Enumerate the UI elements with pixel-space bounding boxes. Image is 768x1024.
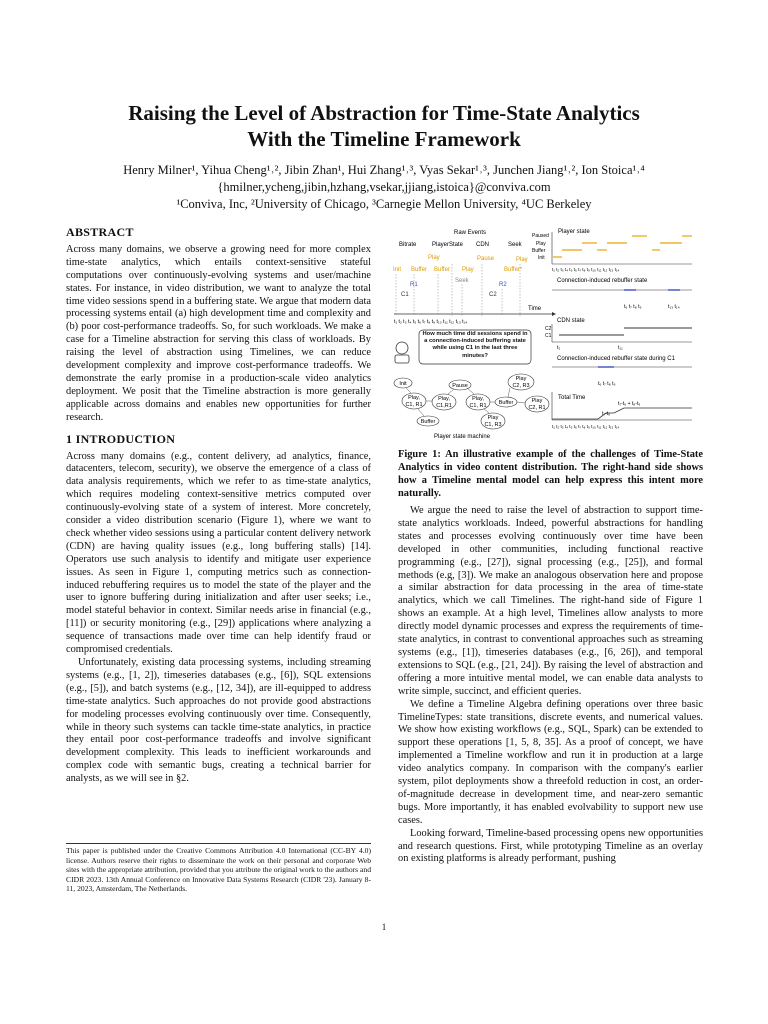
total-time-label: Total Time [558, 395, 586, 401]
time-label: Time [528, 306, 542, 312]
right-column [398, 505, 703, 866]
right-paragraph-1: We argue the need to raise the level of abstraction to support time-state analytics workloads. Indeed, powerful abstractions for handling states and processes evolving continuously over time have been developed in other communities, including functional reactive programming (e.g., [27]), signal processing (e.g., [25]), and formal methods (e.g, [3]). We make an analogous observation here and propose a similar abstraction for data processing in the area of time-state analytics, which we call Timelines. The right-hand side of Figure 1 shows an example. At a high level, Timelines allow analysts to more directly model dynamic processes and express the requirements of time-state analytics, in contrast to conventional approaches such as streaming systems (e.g., [1]), timeseries databases (e.g., [6, 26]), and temporal extensions to SQL (e.g., [21, 24]). By raising the level of abstraction and offering a more intuitive mental model, we can enable data analysts to write simple, succinct, and efficient queries. [398, 505, 703, 697]
sm-play-c2r3-b: C2, R3 [512, 383, 530, 389]
paper-title [0, 100, 768, 152]
total-ticks: t₁ t₂ t₃ t₄ t₅ t₆ t₇ t₈ t₉ t₁₀ t₁₁ t₁₂ t₁₃ t₁₄ [552, 424, 620, 429]
figure-1 [392, 224, 708, 446]
conn-rebuffer-ticks-a: t₆ t₇ t₈ t₉ [624, 304, 642, 310]
svg-text:Play,: Play, [438, 396, 450, 402]
author-emails: {hmilner,ycheng,jibin,hzhang,vsekar,jjiang,istoica}@conviva.com [217, 180, 551, 194]
sm-buffer-1: Buffer [498, 400, 514, 406]
svg-text:Play,: Play, [408, 395, 420, 401]
intro-heading: 1 INTRODUCTION [66, 431, 176, 446]
question-text: How much time did sessions spend in a connection-induced buffering state while using C1 in the last three minutes? [422, 331, 528, 359]
conn-rebuffer-c1-label: Connection-induced rebuffer state during C1 [557, 356, 675, 362]
player-state-machine-label: Player state machine [434, 434, 491, 440]
c1-ticks: t₆ t₇ t₈ t₉ [598, 381, 616, 387]
bitrate-label: Bitrate [399, 242, 417, 248]
buffer-label-2: Buffer [434, 267, 450, 273]
author-affiliations: ¹Conviva, Inc, ²University of Chicago, ³Carnegie Mellon University, ⁴UC Berkeley [176, 197, 592, 211]
license-footnote: This paper is published under the Creative Commons Attribution 4.0 International (CC-BY 4.0) license. Authors reserve their rights to disseminate the work on their personal and corporate Web sites with the appropriate attribution, provided that you attribute the original work to the authors and CIDR 2023. 13th Annual Conference on Innovative Data Systems Research (CIDR '23). January 8-11, 2023, Amsterdam, The Netherlands. [66, 843, 371, 894]
figure-1-caption: Figure 1: An illustrative example of the challenges of Time-State Analytics in video content distribution. The right-hand side shows how a Timeline mental model can help express this intent more naturally. [398, 449, 703, 499]
question-text-holder [421, 331, 529, 364]
playerstate-label: PlayerState [432, 242, 464, 248]
raw-events-label: Raw Events [454, 230, 487, 236]
paused-label: Paused [532, 233, 549, 239]
abstract-heading: ABSTRACT [66, 225, 134, 239]
ps-label: Player state [558, 229, 590, 235]
play-label-3: Play [462, 267, 474, 273]
r2-label: R2 [499, 282, 507, 288]
sm-pause: Pause [452, 383, 468, 389]
init-label: Init [393, 267, 402, 273]
play-axis-label: Play [536, 241, 546, 247]
player-state-timeline [553, 236, 692, 257]
svg-text:C1, R1: C1, R1 [469, 403, 487, 409]
svg-text:C1, R1: C1, R1 [405, 402, 423, 408]
right-paragraph-3: Looking forward, Timeline-based processing opens new opportunities and research questions. First, while prototyping Timeline as an overlay on existing platforms is already performant, pushing [398, 827, 703, 865]
init-axis-label: Init [538, 255, 545, 261]
analyst-icon [395, 342, 409, 363]
time-arrow [552, 312, 556, 316]
cdn-tick-t2: t₂ [557, 345, 561, 351]
c1-axis-label: C1 [545, 333, 552, 339]
author-block [0, 162, 768, 213]
sm-play-c2r3-a: Play [515, 376, 527, 382]
left-column [66, 226, 371, 786]
intro-paragraph-2: Unfortunately, existing data processing systems, including streaming systems (e.g., [1, 2]), timeseries databases (e.g., [6]), SQL extensions (e.g., [5]), and batch systems (e.g., [12, 34]), are ill-equipped to address time-state analytics. Such approaches do not provide good abstractions for modeling processes evolving continuously over time. Consequently, while in theory such systems can tackle time-state analytics, in practice they entail poor cost-performance tradeoffs and involve significant development complexity. This leads to inefficient workarounds and complex code with semantic bugs, creating a technical barrier for analysts, as we will see in §2. [66, 657, 371, 785]
buffer-label-1: Buffer [411, 267, 427, 273]
seek-label: Seek [508, 242, 522, 248]
right-paragraph-2: We define a Timeline Algebra defining operations over three basic TimelineTypes: state transitions, discrete events, and numerical values. We show how existing workflows (e.g., SQL, Spark) can be extended to support these operations [1, 5, 8, 35]. As a proof of concept, we have implemented a Timeline workflow and run it in production at a large video analytics company. In comparison with the company's earlier system, pilot deployments show a threefold reduction in cost, an order-of-magnitude decrease in development time, and near-zero semantic bugs. More importantly, it has enabled evolvability to support new use cases. [398, 698, 703, 826]
r1-label: R1 [410, 282, 418, 288]
c2-axis-label: C2 [545, 326, 552, 332]
c2-label: C2 [489, 292, 497, 298]
play-label-1: Play [428, 255, 440, 261]
title-line-1: Raising the Level of Abstraction for Time-State Analytics [128, 101, 640, 125]
title-line-2: With the Timeline Framework [247, 127, 521, 151]
sm-buffer-2: Buffer [420, 419, 436, 425]
cdn-tick-t11: t₁₁ [618, 345, 623, 351]
c1-label: C1 [401, 292, 409, 298]
ps-ticks: t₁ t₂ t₃ t₄ t₅ t₆ t₇ t₈ t₉ t₁₀ t₁₁ t₁₂ t₁₃ t₁₄ [552, 267, 620, 272]
svg-text:Play: Play [531, 398, 543, 404]
sm-init: Init [399, 381, 407, 387]
total-partial: t₇-t₆ [602, 411, 611, 417]
author-names: Henry Milner¹, Yihua Cheng¹˒², Jibin Zhan¹, Hui Zhang¹˒³, Vyas Sekar¹˒³, Junchen Jiang¹˒², Ion Stoica¹˒⁴ [123, 163, 645, 177]
state-machine [394, 374, 549, 429]
buffer-star-label: Buffer* [504, 267, 523, 273]
svg-text:C2, R1: C2, R1 [528, 405, 546, 411]
time-ticks-left: t₁ t₂ t₃ t₄ t₅ t₆ t₇ t₈ t₉ t₁₀ t₁₁ t₁₂ t₁₃ t₁₄ [394, 319, 468, 325]
svg-text:C1, R3: C1, R3 [484, 422, 502, 428]
intro-paragraph-1: Across many domains (e.g., content delivery, ad analytics, finance, datacenters, telecom, security), we observe the emergence of a class of data analysis requirements, which we refer to as time-state analytics, which requires modeling context-sensitive metrics computed over continuously-evolving state of a system of interest. More concretely, consider a video distribution scenario (Figure 1), where we want to check whether video sessions using a particular content delivery network (CDN) are having quality issues (e.g., long buffering stalls) [14]. Operators use such analysis to identify and mitigate user experience issues. As seen in Figure 1, computing metrics such as connection-induced rebuffering requires us to model the state of the player and the user to ignore buffering during initialization and after user seeks; i.e., model stateful behavior in context. Similar needs arise in financial (e.g., [11]) or security monitoring (e.g., [29]) applications where analyzing a sequence of transactions made over time can help identify fraud or compromised credentials. [66, 450, 371, 656]
svg-text:Play: Play [487, 415, 499, 421]
seek-label-2: Seek [455, 278, 469, 284]
play-label-2: Play [516, 257, 528, 263]
figure-1-diagram [392, 224, 708, 446]
abstract-text: Across many domains, we observe a growing need for more complex time-state analytics, which entails context-sensitive stateful computations over continuously-evolving systems and user/machine states. For instance, in video distribution, we want to analyze the total time video sessions spend in a buffering state. We argue that modern data processing systems entail (a) high development time and complexity and (b) poor cost-performance tradeoffs. So, for such workloads. We make a case for a Timeline abstraction for serving this class of workloads. By raising the level of abstraction using Timelines, we can reduce development complexity and improve cost-performance tradeoffs. We demonstrate the early promise in a production-scale video analytics deployment. We posit that the Timeline abstraction is more generally applicable across domains and enables new opportunities for further research. [66, 243, 371, 423]
cdn-label: CDN [476, 242, 489, 248]
total-time-curve [552, 408, 692, 419]
page-number: 1 [381, 922, 387, 932]
total-formula: t₇-t₆ + t₈-t₉ [618, 401, 641, 407]
buffer-axis-label: Buffer [532, 248, 546, 254]
svg-text:C1,R1: C1,R1 [436, 403, 452, 409]
conn-rebuffer-label: Connection-induced rebuffer state [557, 278, 648, 284]
cdn-state-timeline [559, 328, 692, 335]
svg-text:Play,: Play, [472, 396, 484, 402]
cdn-state-label: CDN state [557, 318, 585, 324]
conn-rebuffer-ticks-b: t₁₃ t₁₄ [668, 304, 680, 310]
pause-label: Pause [477, 256, 495, 262]
